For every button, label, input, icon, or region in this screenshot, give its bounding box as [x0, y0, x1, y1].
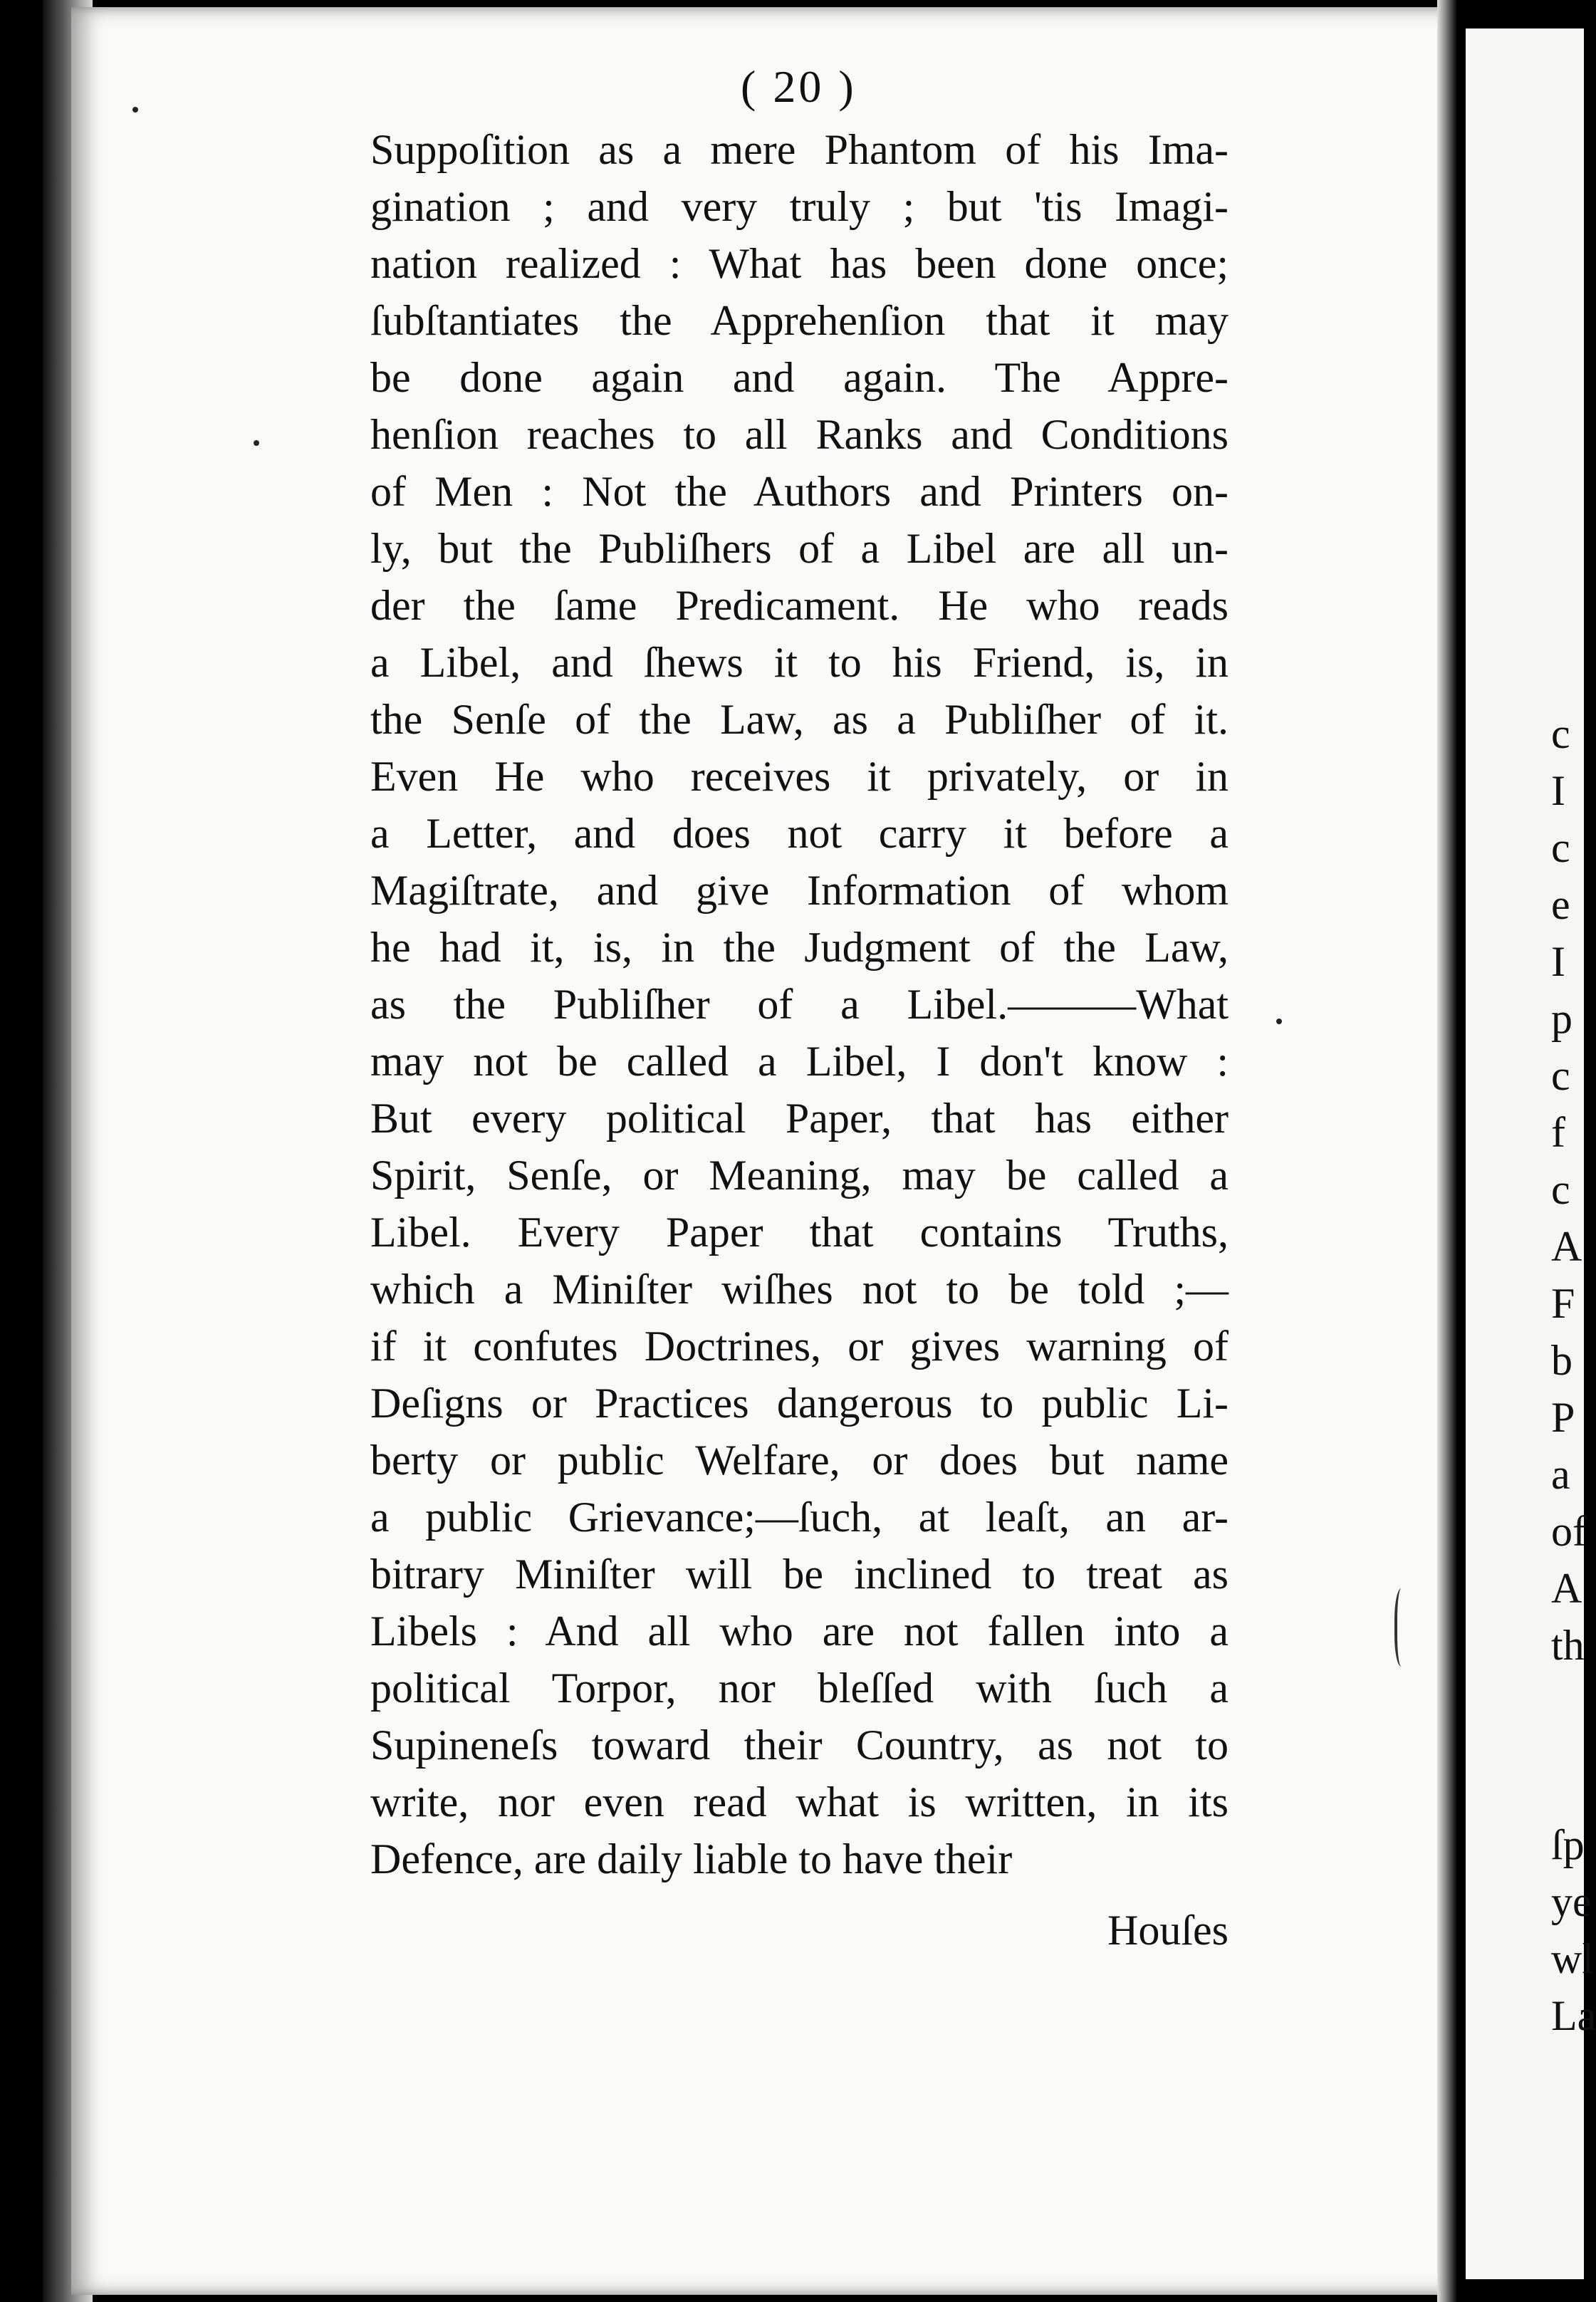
facing-page-letter: ſp	[1551, 1821, 1585, 1868]
text-line: be done again and again. The Appre-	[370, 354, 1229, 401]
ink-speck	[254, 440, 259, 446]
facing-page-letter: p	[1551, 995, 1572, 1042]
text-line: ly, but the Publiſhers of a Libel are all un-	[370, 525, 1229, 572]
facing-page-letter: c	[1551, 1166, 1570, 1213]
margin-mark	[1394, 1588, 1412, 1667]
facing-page-letter: c	[1551, 1052, 1570, 1099]
text-line: Libel. Every Paper that contains Truths,	[370, 1209, 1229, 1256]
page-body-text	[370, 121, 1229, 1887]
text-line: ſubſtantiates the Apprehenſion that it may	[370, 297, 1229, 344]
facing-page-letter: A	[1551, 1565, 1582, 1612]
text-line: political Torpor, nor bleſſed with ſuch a	[370, 1665, 1229, 1712]
text-line: der the ſame Predicament. He who reads	[370, 582, 1229, 629]
text-line: a public Grievance;—ſuch, at leaſt, an ar-	[370, 1494, 1229, 1541]
facing-page-letter: b	[1551, 1337, 1572, 1384]
facing-page-letter: wl	[1551, 1935, 1594, 1982]
text-line: Deſigns or Practices dangerous to public Li-	[370, 1380, 1229, 1427]
text-line: nation realized : What has been done once;	[370, 240, 1229, 287]
facing-page-letter: P	[1551, 1394, 1575, 1441]
text-line: But every political Paper, that has either	[370, 1095, 1229, 1142]
text-line: berty or public Welfare, or does but name	[370, 1437, 1229, 1484]
text-line: Supineneſs toward their Country, as not to	[370, 1722, 1229, 1769]
facing-page-letter: th	[1551, 1622, 1585, 1669]
facing-page-fragment	[1466, 28, 1596, 2279]
text-line: henſion reaches to all Ranks and Conditions	[370, 411, 1229, 458]
text-line: the Senſe of the Law, as a Publiſher of it.	[370, 696, 1229, 743]
text-line: Even He who receives it privately, or in	[370, 753, 1229, 800]
ink-speck	[1276, 1019, 1282, 1024]
facing-page-letter: ye	[1551, 1878, 1592, 1925]
facing-page-letter: F	[1551, 1280, 1575, 1327]
text-line: Magiſtrate, and give Information of whom	[370, 867, 1229, 914]
text-line: of Men : Not the Authors and Printers on-	[370, 468, 1229, 515]
text-line: may not be called a Libel, I don't know :	[370, 1038, 1229, 1085]
text-line: a Letter, and does not carry it before a	[370, 810, 1229, 857]
text-line: a Libel, and ſhews it to his Friend, is, in	[370, 639, 1229, 686]
text-line: bitrary Miniſter will be inclined to treat as	[370, 1551, 1229, 1598]
ink-speck	[132, 107, 138, 113]
facing-page-letter: La	[1551, 1992, 1596, 2039]
facing-page-letter: I	[1551, 938, 1565, 985]
facing-page-letter: e	[1551, 881, 1570, 928]
page-number: ( 20 )	[741, 61, 857, 112]
text-line: Libels : And all who are not fallen into a	[370, 1608, 1229, 1655]
text-line: Spirit, Senſe, or Meaning, may be called a	[370, 1152, 1229, 1199]
facing-page-letter: of	[1551, 1508, 1587, 1555]
facing-page-letter: I	[1551, 767, 1565, 814]
text-line: as the Publiſher of a Libel.———What	[370, 981, 1229, 1028]
facing-page-letter: c	[1551, 710, 1570, 757]
text-line: write, nor even read what is written, in its	[370, 1778, 1229, 1826]
text-line: gination ; and very truly ; but 'tis Imagi-	[370, 183, 1229, 230]
facing-page-letter: a	[1551, 1451, 1570, 1498]
facing-page-letter: A	[1551, 1223, 1582, 1270]
text-line: Defence, are daily liable to have their	[370, 1835, 1013, 1882]
text-line: if it confutes Doctrines, or gives warning of	[370, 1323, 1229, 1370]
text-line: Suppoſition as a mere Phantom of his Ima-	[370, 126, 1229, 173]
book-gutter	[1437, 0, 1466, 2302]
text-line: which a Miniſter wiſhes not to be told ;—	[370, 1266, 1229, 1313]
catchword: Houſes	[1107, 1907, 1229, 1954]
facing-page-letter: c	[1551, 824, 1570, 871]
text-line: he had it, is, in the Judgment of the Law,	[370, 924, 1229, 971]
facing-page-letter: f	[1551, 1109, 1565, 1156]
